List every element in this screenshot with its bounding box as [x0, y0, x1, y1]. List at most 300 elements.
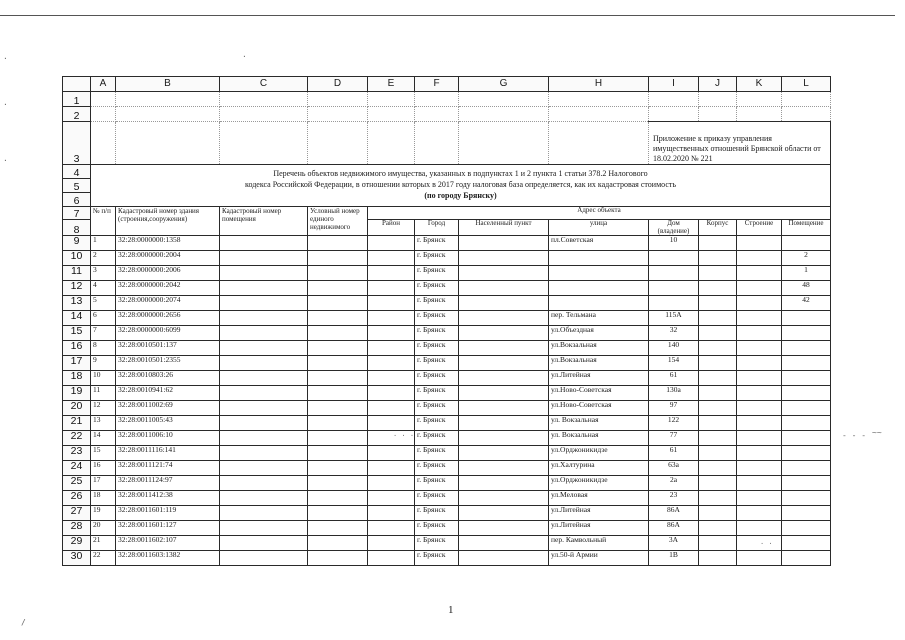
- cell-room-cadastral: [220, 476, 308, 491]
- row-number[interactable]: 1: [63, 92, 91, 107]
- cell-house: 115А: [649, 311, 699, 326]
- cell-cadastral-number: 32:28:0011116:141: [116, 446, 220, 461]
- cell-house: 122: [649, 416, 699, 431]
- cell-settlement: [459, 296, 549, 311]
- row-number[interactable]: 21: [63, 416, 91, 431]
- cell-district: [368, 386, 415, 401]
- cell-building: [737, 341, 782, 356]
- cell-num: 16: [91, 461, 116, 476]
- top-scan-edge: [0, 15, 895, 16]
- cell-block: [699, 311, 737, 326]
- cell-district: [368, 506, 415, 521]
- cell-house: 97: [649, 401, 699, 416]
- cell-block: [699, 476, 737, 491]
- cell-settlement: [459, 311, 549, 326]
- cell-room: [782, 386, 831, 401]
- cell-conditional-number: [308, 536, 368, 551]
- cell-room-cadastral: [220, 236, 308, 251]
- table-row: [63, 251, 831, 266]
- cell-city: г. Брянск: [415, 521, 459, 536]
- cell-num: 17: [91, 476, 116, 491]
- cell-cadastral-number: 32:28:0000000:6099: [116, 326, 220, 341]
- cell-room: [782, 431, 831, 446]
- cell-block: [699, 356, 737, 371]
- cell-building: [737, 536, 782, 551]
- cell-conditional-number: [308, 491, 368, 506]
- cell-num: 20: [91, 521, 116, 536]
- row-number[interactable]: 13: [63, 296, 91, 311]
- scan-speck: ·: [3, 156, 8, 165]
- scan-speck: ·: [3, 54, 8, 63]
- header-conditional-number: Условный номер единого недвижимого: [308, 207, 368, 236]
- cell-city: г. Брянск: [415, 356, 459, 371]
- cell-num: 21: [91, 536, 116, 551]
- column-header-j[interactable]: J: [699, 77, 737, 92]
- table-row: [63, 341, 831, 356]
- row-number[interactable]: 4: [63, 165, 91, 179]
- cell-block: [699, 371, 737, 386]
- scan-artifact: · · ·: [393, 432, 415, 440]
- cell-house: 32: [649, 326, 699, 341]
- cell-settlement: [459, 326, 549, 341]
- cell-building: [737, 506, 782, 521]
- cell-num: 10: [91, 371, 116, 386]
- cell-city: г. Брянск: [415, 236, 459, 251]
- cell-house: 154: [649, 356, 699, 371]
- cell-cadastral-number: 32:28:0011124:97: [116, 476, 220, 491]
- cell-room: [782, 476, 831, 491]
- cell-block: [699, 251, 737, 266]
- row-number[interactable]: 18: [63, 371, 91, 386]
- cell-cadastral-number: 32:28:0011002:69: [116, 401, 220, 416]
- row-number[interactable]: 28: [63, 521, 91, 536]
- table-row: [63, 536, 831, 551]
- row-number[interactable]: 17: [63, 356, 91, 371]
- cell-house: 2а: [649, 476, 699, 491]
- table-row: [63, 296, 831, 311]
- table-row: [63, 521, 831, 536]
- cell-house: 77: [649, 431, 699, 446]
- cell-building: [737, 251, 782, 266]
- cell-cadastral-number: 32:28:0000000:2006: [116, 266, 220, 281]
- cell-block: [699, 521, 737, 536]
- cell-num: 8: [91, 341, 116, 356]
- cell-conditional-number: [308, 296, 368, 311]
- cell-room-cadastral: [220, 251, 308, 266]
- table-row: [63, 431, 831, 446]
- cell-room-cadastral: [220, 416, 308, 431]
- cell-building: [737, 266, 782, 281]
- header-building: Строение: [737, 220, 782, 236]
- cell-room: [782, 401, 831, 416]
- cell-street: [549, 266, 649, 281]
- cell-room-cadastral: [220, 311, 308, 326]
- cell-block: [699, 431, 737, 446]
- table-row: [63, 416, 831, 431]
- row-number[interactable]: 6: [63, 193, 91, 207]
- column-header-d[interactable]: D: [308, 77, 368, 92]
- cell-district: [368, 416, 415, 431]
- cell-street: пер. Камвольный: [549, 536, 649, 551]
- cell-conditional-number: [308, 506, 368, 521]
- header-district: Район: [368, 220, 415, 236]
- cell-city: г. Брянск: [415, 506, 459, 521]
- cell-cadastral-number: 32:28:0011602:107: [116, 536, 220, 551]
- cell-building: [737, 356, 782, 371]
- cell-settlement: [459, 401, 549, 416]
- table-row: [63, 356, 831, 371]
- row-number[interactable]: 14: [63, 311, 91, 326]
- sheet-row-7: [63, 207, 831, 220]
- row-number[interactable]: 10: [63, 251, 91, 266]
- cell-district: [368, 476, 415, 491]
- cell-settlement: [459, 251, 549, 266]
- cell-settlement: [459, 431, 549, 446]
- title-line-3: (по городу Брянску): [424, 190, 497, 200]
- cell-conditional-number: [308, 416, 368, 431]
- cell-settlement: [459, 536, 549, 551]
- cell-room-cadastral: [220, 296, 308, 311]
- cell-block: [699, 281, 737, 296]
- cell-district: [368, 236, 415, 251]
- cell-conditional-number: [308, 311, 368, 326]
- table-row: [63, 401, 831, 416]
- cell-num: 5: [91, 296, 116, 311]
- cell-house: 10: [649, 236, 699, 251]
- cell-cadastral-number: 32:28:0000000:2656: [116, 311, 220, 326]
- row-number[interactable]: 3: [63, 122, 91, 165]
- cell-block: [699, 326, 737, 341]
- row-number[interactable]: 22: [63, 431, 91, 446]
- cell-street: ул.Ново-Советская: [549, 386, 649, 401]
- cell-room: 48: [782, 281, 831, 296]
- table-row: [63, 446, 831, 461]
- table-row: [63, 281, 831, 296]
- row-number[interactable]: 30: [63, 551, 91, 566]
- row-number[interactable]: 29: [63, 536, 91, 551]
- cell-city: г. Брянск: [415, 446, 459, 461]
- cell-house: 140: [649, 341, 699, 356]
- cell-room: 42: [782, 296, 831, 311]
- scan-speck: - - -: [842, 431, 867, 440]
- cell-conditional-number: [308, 461, 368, 476]
- cell-building: [737, 326, 782, 341]
- cell-block: [699, 296, 737, 311]
- cell-city: г. Брянск: [415, 326, 459, 341]
- cell-street: ул.Объездная: [549, 326, 649, 341]
- cell-district: [368, 266, 415, 281]
- cell-settlement: [459, 356, 549, 371]
- cell-conditional-number: [308, 521, 368, 536]
- cell-settlement: [459, 371, 549, 386]
- cell-house: 86А: [649, 521, 699, 536]
- cell-building: [737, 416, 782, 431]
- cell-district: [368, 536, 415, 551]
- cell-house: 1В: [649, 551, 699, 566]
- row-number[interactable]: 20: [63, 401, 91, 416]
- cell-room: [782, 236, 831, 251]
- corner-cell: [63, 77, 91, 92]
- cell-city: г. Брянск: [415, 266, 459, 281]
- cell-room: [782, 341, 831, 356]
- cell-room-cadastral: [220, 401, 308, 416]
- cell-block: [699, 401, 737, 416]
- cell-block: [699, 236, 737, 251]
- cell-room: 1: [782, 266, 831, 281]
- cell-street: [549, 251, 649, 266]
- cell-settlement: [459, 506, 549, 521]
- header-settlement: Населенный пункт: [459, 220, 549, 236]
- scan-artifact: · ·: [760, 540, 773, 548]
- cell-house: 130а: [649, 386, 699, 401]
- column-header-e[interactable]: E: [368, 77, 415, 92]
- cell-district: [368, 341, 415, 356]
- column-header-l[interactable]: L: [782, 77, 831, 92]
- cell-city: г. Брянск: [415, 431, 459, 446]
- cell-district: [368, 371, 415, 386]
- table-row: [63, 506, 831, 521]
- cell-house: [649, 266, 699, 281]
- cell-room: [782, 371, 831, 386]
- cell-building: [737, 431, 782, 446]
- row-number[interactable]: 23: [63, 446, 91, 461]
- cell-num: 1: [91, 236, 116, 251]
- cell-house: [649, 296, 699, 311]
- cell-num: 12: [91, 401, 116, 416]
- row-number[interactable]: 7: [63, 207, 91, 220]
- cell-room-cadastral: [220, 446, 308, 461]
- cell-num: 11: [91, 386, 116, 401]
- cell-district: [368, 551, 415, 566]
- cell-block: [699, 416, 737, 431]
- cell-conditional-number: [308, 431, 368, 446]
- cell-city: г. Брянск: [415, 476, 459, 491]
- cell-house: 23: [649, 491, 699, 506]
- cell-street: ул.Литейная: [549, 521, 649, 536]
- cell-city: г. Брянск: [415, 401, 459, 416]
- row-number[interactable]: 15: [63, 326, 91, 341]
- cell-district: [368, 461, 415, 476]
- row-number[interactable]: 19: [63, 386, 91, 401]
- cell-room-cadastral: [220, 551, 308, 566]
- cell-cadastral-number: 32:28:0000000:1358: [116, 236, 220, 251]
- cell-district: [368, 521, 415, 536]
- cell-room-cadastral: [220, 326, 308, 341]
- column-header-h[interactable]: H: [549, 77, 649, 92]
- cell-city: г. Брянск: [415, 251, 459, 266]
- cell-settlement: [459, 416, 549, 431]
- cell-cadastral-number: 32:28:0000000:2004: [116, 251, 220, 266]
- cell-room: [782, 536, 831, 551]
- cell-city: г. Брянск: [415, 371, 459, 386]
- sheet-row-3: [63, 122, 831, 165]
- cell-settlement: [459, 521, 549, 536]
- cell-settlement: [459, 281, 549, 296]
- row-number[interactable]: 12: [63, 281, 91, 296]
- row-number[interactable]: 26: [63, 491, 91, 506]
- cell-cadastral-number: 32:28:0011603:1382: [116, 551, 220, 566]
- row-number[interactable]: 5: [63, 179, 91, 193]
- cell-house: 63а: [649, 461, 699, 476]
- column-header-i[interactable]: I: [649, 77, 699, 92]
- cell-building: [737, 296, 782, 311]
- table-row: [63, 266, 831, 281]
- cell-room-cadastral: [220, 491, 308, 506]
- header-block: Корпус: [699, 220, 737, 236]
- cell-room-cadastral: [220, 461, 308, 476]
- cell-conditional-number: [308, 386, 368, 401]
- cell-city: г. Брянск: [415, 341, 459, 356]
- cell-cadastral-number: 32:28:0010501:137: [116, 341, 220, 356]
- cell-street: [549, 281, 649, 296]
- cell-settlement: [459, 446, 549, 461]
- appendix-note: Приложение к приказу управления имущественных отношений Брянской области от 18.02.2020 № 221: [649, 122, 831, 165]
- scan-speck: ·: [242, 52, 247, 61]
- cell-conditional-number: [308, 341, 368, 356]
- row-number[interactable]: 11: [63, 266, 91, 281]
- cell-city: г. Брянск: [415, 296, 459, 311]
- cell-house: 86А: [649, 506, 699, 521]
- cell-street: ул.Орджоникидзе: [549, 476, 649, 491]
- cell-district: [368, 311, 415, 326]
- cell-room: [782, 506, 831, 521]
- cell-district: [368, 401, 415, 416]
- cell-building: [737, 371, 782, 386]
- cell-street: ул.Вокзальная: [549, 356, 649, 371]
- cell-building: [737, 401, 782, 416]
- cell-room: [782, 551, 831, 566]
- row-number[interactable]: 2: [63, 107, 91, 122]
- document-title: [91, 165, 831, 207]
- row-number[interactable]: 16: [63, 341, 91, 356]
- cell-num: 19: [91, 506, 116, 521]
- cell-city: г. Брянск: [415, 386, 459, 401]
- cell-cadastral-number: 32:28:0000000:2074: [116, 296, 220, 311]
- cell-block: [699, 266, 737, 281]
- cell-settlement: [459, 236, 549, 251]
- cell-num: 14: [91, 431, 116, 446]
- header-address: Адрес объекта: [368, 207, 831, 220]
- cell-district: [368, 296, 415, 311]
- header-room: Помещение: [782, 220, 831, 236]
- column-header-k[interactable]: K: [737, 77, 782, 92]
- cell-settlement: [459, 461, 549, 476]
- row-number[interactable]: 27: [63, 506, 91, 521]
- cell-num: 18: [91, 491, 116, 506]
- cell-conditional-number: [308, 446, 368, 461]
- cell-settlement: [459, 386, 549, 401]
- column-header-a[interactable]: A: [91, 77, 116, 92]
- cell-street: ул.Литейная: [549, 371, 649, 386]
- row-number[interactable]: 9: [63, 236, 91, 251]
- column-header-c[interactable]: C: [220, 77, 308, 92]
- column-header-b[interactable]: B: [116, 77, 220, 92]
- cell-conditional-number: [308, 326, 368, 341]
- table-row: [63, 491, 831, 506]
- cell-building: [737, 476, 782, 491]
- cell-room: [782, 491, 831, 506]
- cell-block: [699, 506, 737, 521]
- cell-cadastral-number: 32:28:0011121:74: [116, 461, 220, 476]
- cell-room: [782, 521, 831, 536]
- cell-street: ул.Ново-Советская: [549, 401, 649, 416]
- cell-cadastral-number: 32:28:0011005:43: [116, 416, 220, 431]
- cell-room-cadastral: [220, 266, 308, 281]
- row-number[interactable]: 24: [63, 461, 91, 476]
- cell-block: [699, 551, 737, 566]
- cell-district: [368, 326, 415, 341]
- cell-city: г. Брянск: [415, 281, 459, 296]
- cell-block: [699, 386, 737, 401]
- cell-num: 2: [91, 251, 116, 266]
- cell-district: [368, 251, 415, 266]
- header-cad-room: Кадастровый номер помещения: [220, 207, 308, 236]
- cell-building: [737, 551, 782, 566]
- sheet-row-4: [63, 165, 831, 179]
- sheet-row-2: [63, 107, 831, 122]
- cell-city: г. Брянск: [415, 536, 459, 551]
- cell-room-cadastral: [220, 281, 308, 296]
- cell-street: ул. Вокзальная: [549, 416, 649, 431]
- header-house: Дом (владение): [649, 220, 699, 236]
- title-line-2: кодекса Российской Федерации, в отношении которых в 2017 году налоговая база определяется, как их кадастровая стоимость: [244, 180, 677, 190]
- table-row: [63, 476, 831, 491]
- row-number[interactable]: 25: [63, 476, 91, 491]
- cell-conditional-number: [308, 401, 368, 416]
- cell-room-cadastral: [220, 506, 308, 521]
- cell-room: [782, 416, 831, 431]
- cell-room: [782, 446, 831, 461]
- cell-conditional-number: [308, 236, 368, 251]
- table-row: [63, 461, 831, 476]
- cell-street: ул.Орджоникидзе: [549, 446, 649, 461]
- cell-city: г. Брянск: [415, 551, 459, 566]
- cell-settlement: [459, 341, 549, 356]
- cell-street: пер. Тельмана: [549, 311, 649, 326]
- cell-room: [782, 326, 831, 341]
- spreadsheet: [62, 76, 831, 566]
- cell-room-cadastral: [220, 431, 308, 446]
- scan-speck: /: [21, 618, 26, 627]
- cell-cadastral-number: 32:28:0011601:127: [116, 521, 220, 536]
- cell-room-cadastral: [220, 341, 308, 356]
- cell-house: 61: [649, 371, 699, 386]
- header-cad-building: Кадастровый номер здания (строения,сооружения): [116, 207, 220, 236]
- cell-house: 61: [649, 446, 699, 461]
- cell-room: 2: [782, 251, 831, 266]
- cell-street: ул.50-й Армии: [549, 551, 649, 566]
- cell-building: [737, 281, 782, 296]
- cell-street: ул.Литейная: [549, 506, 649, 521]
- table-row: [63, 236, 831, 251]
- cell-block: [699, 536, 737, 551]
- table-row: [63, 311, 831, 326]
- cell-room-cadastral: [220, 386, 308, 401]
- cell-block: [699, 341, 737, 356]
- column-header-g[interactable]: G: [459, 77, 549, 92]
- cell-house: [649, 251, 699, 266]
- column-header-f[interactable]: F: [415, 77, 459, 92]
- cell-house: 3А: [649, 536, 699, 551]
- cell-num: 22: [91, 551, 116, 566]
- cell-num: 3: [91, 266, 116, 281]
- row-number[interactable]: 8: [63, 220, 91, 236]
- cell-conditional-number: [308, 551, 368, 566]
- cell-settlement: [459, 491, 549, 506]
- table-row: [63, 371, 831, 386]
- cell-cadastral-number: 32:28:0010941:62: [116, 386, 220, 401]
- cell-house: [649, 281, 699, 296]
